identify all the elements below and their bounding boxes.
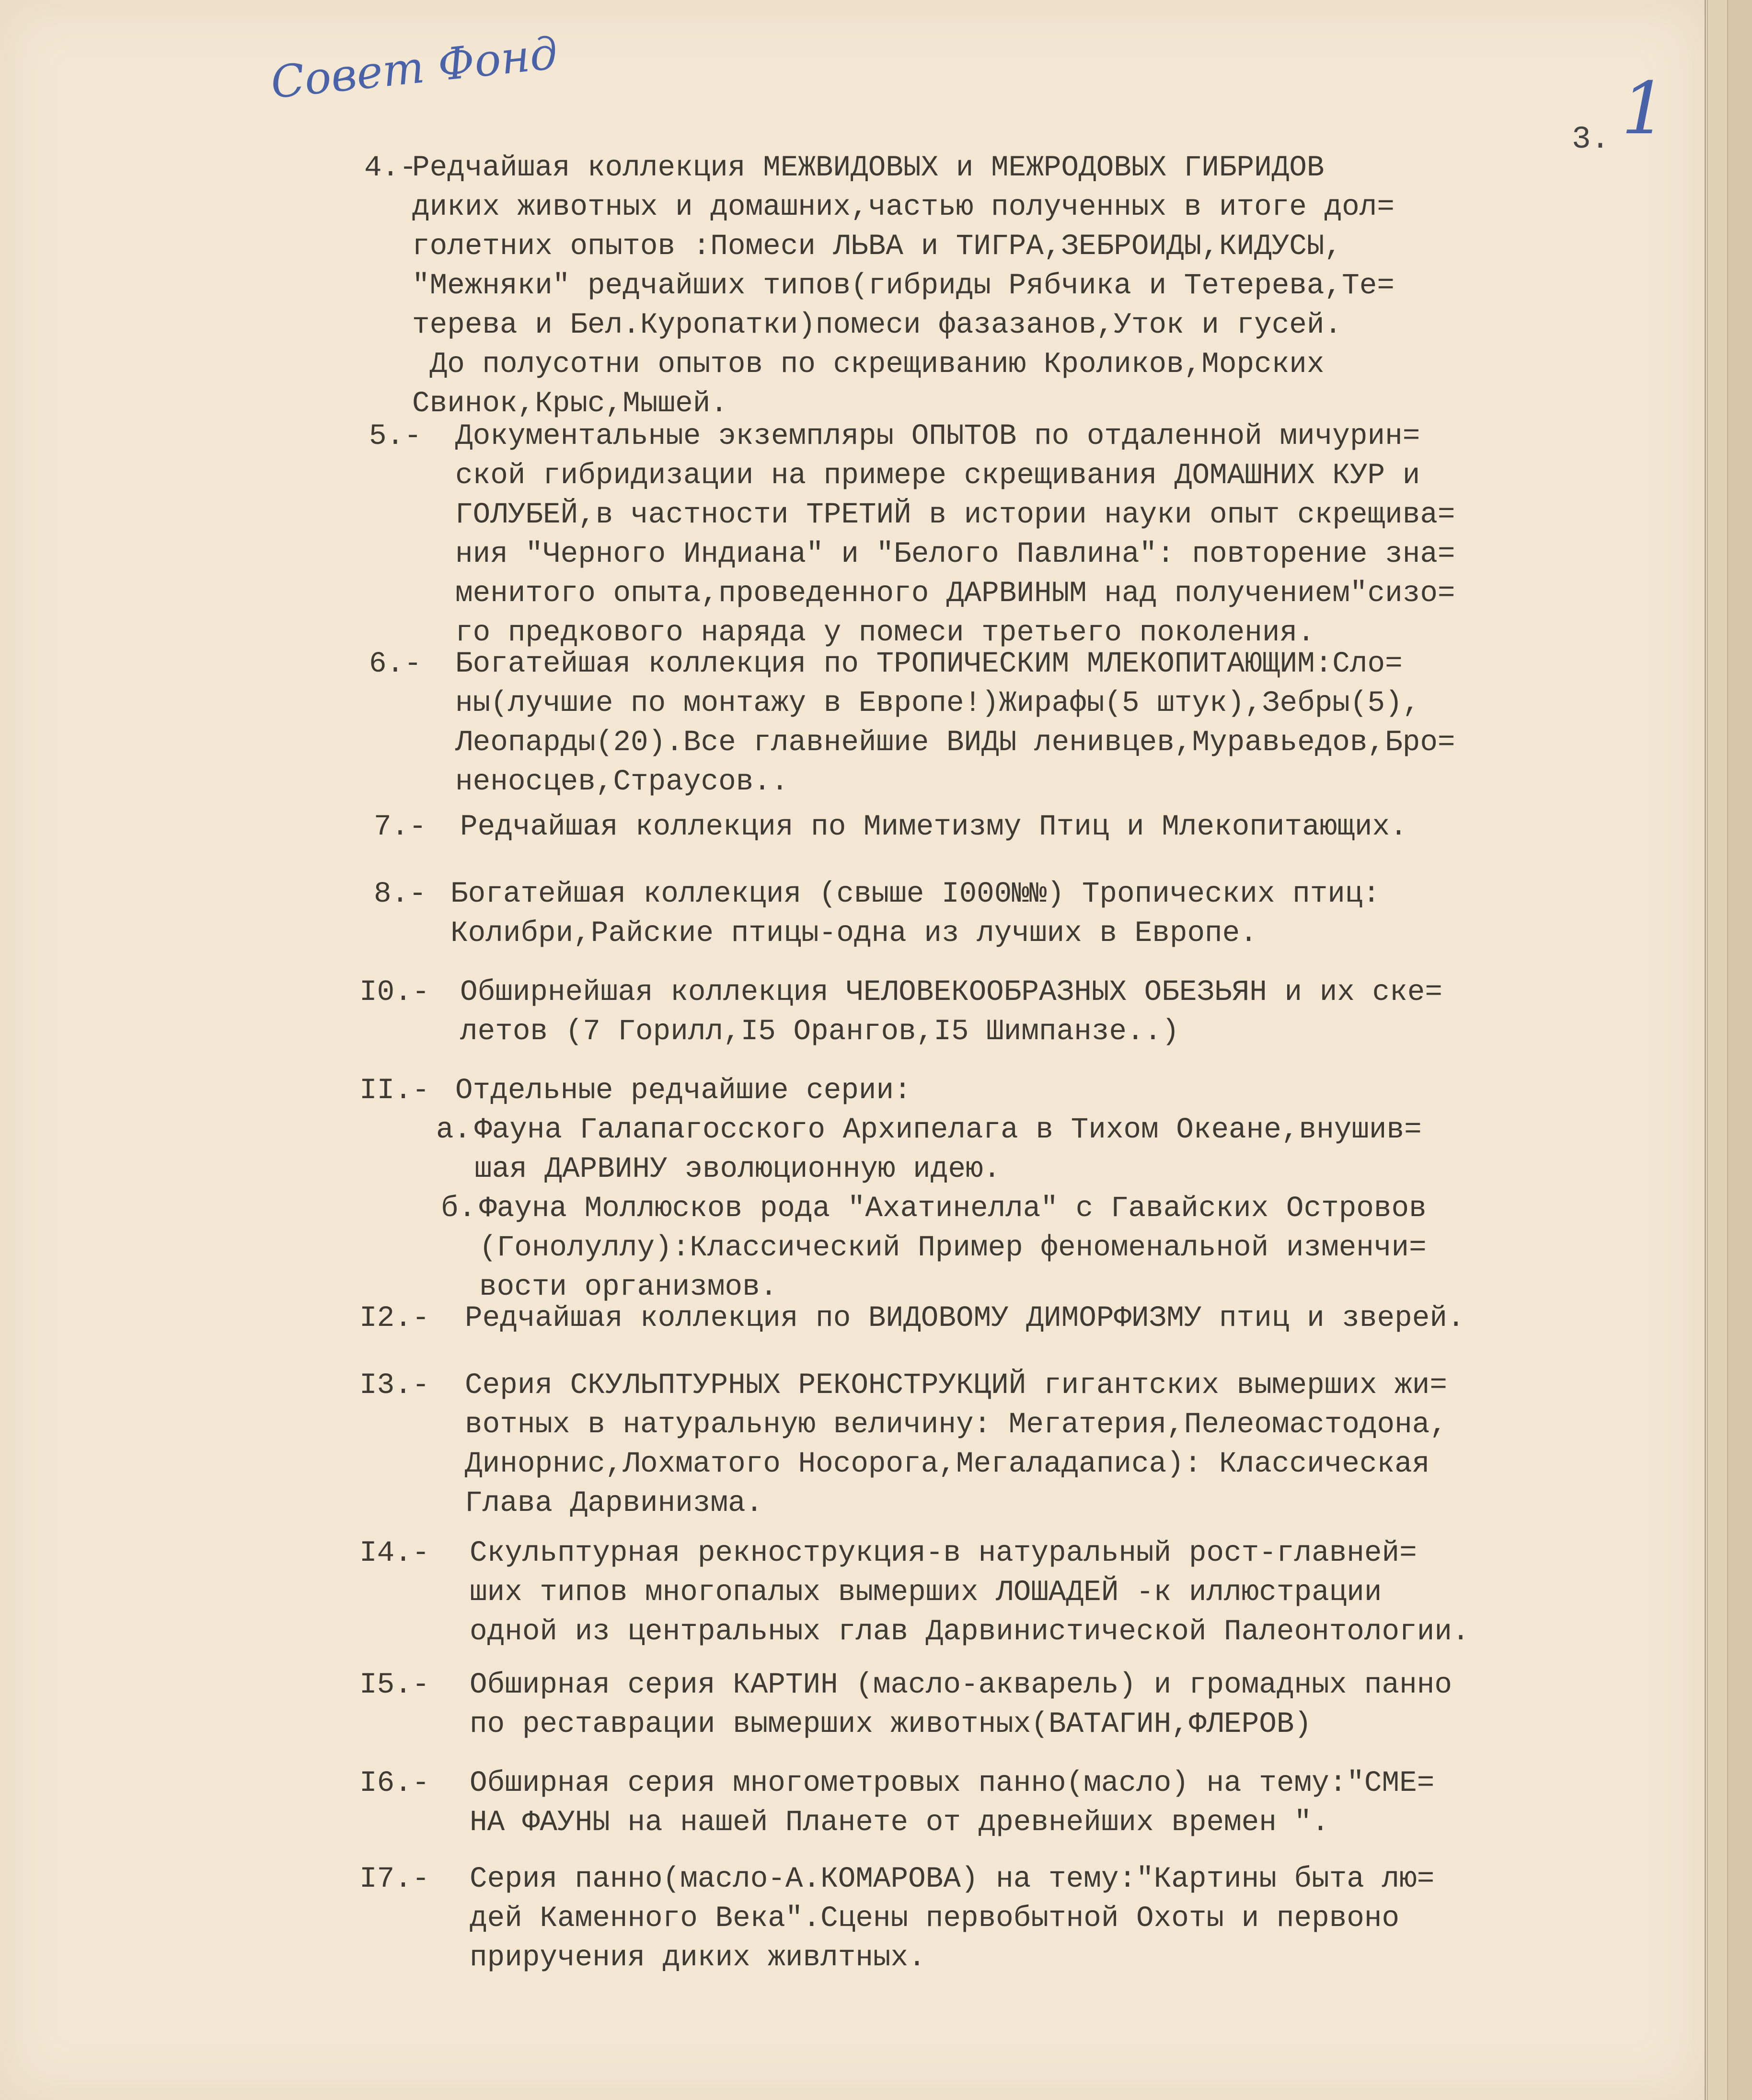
item-text: [465, 1366, 1447, 1523]
stacked-page-edge: [1707, 0, 1727, 2100]
item-line: ГОЛУБЕЙ,в частности ТРЕТИЙ в истории науки опыт скрещива=: [455, 499, 1455, 532]
sub-item-text: [479, 1189, 1427, 1307]
item-line: Фауна Галапагосского Архипелага в Тихом Океане,внушив=: [474, 1114, 1422, 1147]
sub-item-letter: а.: [436, 1114, 472, 1147]
item-line: приручения диких живлтных.: [470, 1941, 926, 1974]
item-line: Леопарды(20).Все главнейшие ВИДЫ ленивцев,Муравьедов,Бро=: [455, 726, 1455, 759]
item-number: 7.-: [374, 811, 426, 844]
item-line: Фауна Моллюсков рода "Ахатинелла" с Гавайских Островов: [479, 1192, 1427, 1225]
item-number: I3.-: [359, 1369, 430, 1402]
item-number: II.-: [359, 1074, 430, 1107]
item-line: Отдельные редчайшие серии:: [455, 1074, 911, 1107]
item-line: шая ДАРВИНУ эволюционную идею.: [474, 1153, 1001, 1186]
item-number: I6.-: [359, 1767, 430, 1800]
item-line: диких животных и домашних,частью полученных в итоге дол=: [412, 191, 1395, 224]
item-number: I5.-: [359, 1669, 430, 1702]
item-text: [470, 1534, 1470, 1652]
item-line: одной из центральных глав Дарвинистической Палеонтологии.: [470, 1615, 1470, 1648]
item-line: Богатейшая коллекция по ТРОПИЧЕСКИМ МЛЕКОПИТАЮЩИМ:Сло=: [455, 648, 1403, 681]
page-number-handwritten: 1: [1621, 67, 1667, 151]
item-line: летов (7 Горилл,I5 Орангов,I5 Шимпанзе..): [460, 1015, 1179, 1048]
item-line: Колибри,Райские птицы-одна из лучших в Европе.: [450, 917, 1257, 950]
item-line: ших типов многопалых вымерших ЛОШАДЕЙ -к иллюстрации: [470, 1576, 1382, 1609]
item-line: вотных в натуральную величину: Мегатерия,Пелеомастодона,: [465, 1408, 1447, 1441]
item-number: I7.-: [359, 1863, 430, 1896]
item-line: вости организмов.: [479, 1271, 778, 1304]
item-line: Редчайшая коллекция МЕЖВИДОВЫХ и МЕЖРОДОВЫХ ГИБРИДОВ: [412, 151, 1325, 185]
item-line: Обширнейшая коллекция ЧЕЛОВЕКООБРАЗНЫХ ОБЕЗЬЯН и их ске=: [460, 976, 1442, 1009]
item-text: [465, 1299, 1465, 1338]
item-line: "Межняки" редчайших типов(гибриды Рябчика и Тетерева,Те=: [412, 269, 1395, 302]
item-line: Серия панно(масло-А.КОМАРОВА) на тему:"Картины быта лю=: [470, 1863, 1435, 1896]
item-line: НА ФАУНЫ на нашей Планете от древнейших времен ".: [470, 1806, 1329, 1839]
sub-item-text: [474, 1111, 1422, 1189]
item-number: I0.-: [359, 976, 430, 1009]
item-text: [470, 1764, 1434, 1843]
item-number: 4.-: [364, 151, 417, 185]
item-line: Свинок,Крыс,Мышей.: [412, 387, 728, 420]
item-line: Серия СКУЛЬПТУРНЫХ РЕКОНСТРУКЦИЙ гигантских вымерших жи=: [465, 1369, 1447, 1402]
item-text: [470, 1860, 1434, 1978]
item-line: Богатейшая коллекция (свыше I000№№) Тропических птиц:: [450, 878, 1381, 911]
sub-item-letter: б.: [441, 1192, 476, 1225]
item-text: [412, 149, 1395, 424]
item-line: До полусотни опытов по скрещиванию Кроликов,Морских: [412, 348, 1325, 381]
item-text: [450, 875, 1380, 953]
stacked-page-edge: [1727, 0, 1752, 2100]
item-line: Глава Дарвинизма.: [465, 1487, 763, 1520]
item-line: (Гонолуллу):Классический Пример феноменальной изменчи=: [479, 1231, 1427, 1265]
item-line: ны(лучшие по монтажу в Европе!)Жирафы(5 штук),Зебры(5),: [455, 687, 1420, 720]
item-line: го предкового наряда у помеси третьего поколения.: [455, 616, 1315, 650]
item-line: дей Каменного Века".Сцены первобытной Охоты и первоно: [470, 1902, 1400, 1935]
page-number: [1572, 67, 1667, 165]
item-line: Динорнис,Лохматого Носорога,Мегаладаписа): Классическая: [465, 1448, 1430, 1481]
item-number: I4.-: [359, 1537, 430, 1570]
item-number: I2.-: [359, 1302, 430, 1335]
item-text: [455, 645, 1455, 802]
item-line: Обширная серия многометровых панно(масло) на тему:"СМЕ=: [470, 1767, 1435, 1800]
item-line: ской гибридизации на примере скрещивания ДОМАШНИХ КУР и: [455, 459, 1420, 492]
item-line: Обширная серия КАРТИН (масло-акварель) и громадных панно: [470, 1669, 1452, 1702]
item-text: [470, 1666, 1452, 1744]
item-text: [455, 1071, 911, 1111]
item-number: 8.-: [374, 878, 426, 911]
item-number: 6.-: [369, 648, 422, 681]
item-line: неносцев,Страусов..: [455, 766, 789, 799]
handwritten-note: Совет Фонд: [268, 27, 560, 109]
item-text: [460, 808, 1407, 847]
item-line: Редчайшая коллекция по Миметизму Птиц и Млекопитающих.: [460, 811, 1407, 844]
item-number: 5.-: [369, 420, 422, 453]
item-text: [460, 973, 1442, 1052]
item-line: ния "Черного Индиана" и "Белого Павлина": повторение зна=: [455, 538, 1455, 571]
item-line: Документальные экземпляры ОПЫТОВ по отдаленной мичурин=: [455, 420, 1420, 453]
item-line: терева и Бел.Куропатки)помеси фазазанов,Уток и гусей.: [412, 309, 1342, 342]
item-text: [455, 417, 1455, 653]
item-line: Редчайшая коллекция по ВИДОВОМУ ДИМОРФИЗМУ птиц и зверей.: [465, 1302, 1465, 1335]
item-line: Скульптурная рекнострукция-в натуральный рост-главней=: [470, 1537, 1417, 1570]
item-line: менитого опыта,проведенного ДАРВИНЫМ над получением"сизо=: [455, 577, 1455, 610]
page-number-typed: 3.: [1572, 121, 1610, 157]
item-line: голетних опытов :Помеси ЛЬВА и ТИГРА,ЗЕБРОИДЫ,КИДУСЫ,: [412, 230, 1342, 263]
item-line: по реставрации вымерших животных(ВАТАГИН,ФЛЕРОВ): [470, 1708, 1312, 1741]
